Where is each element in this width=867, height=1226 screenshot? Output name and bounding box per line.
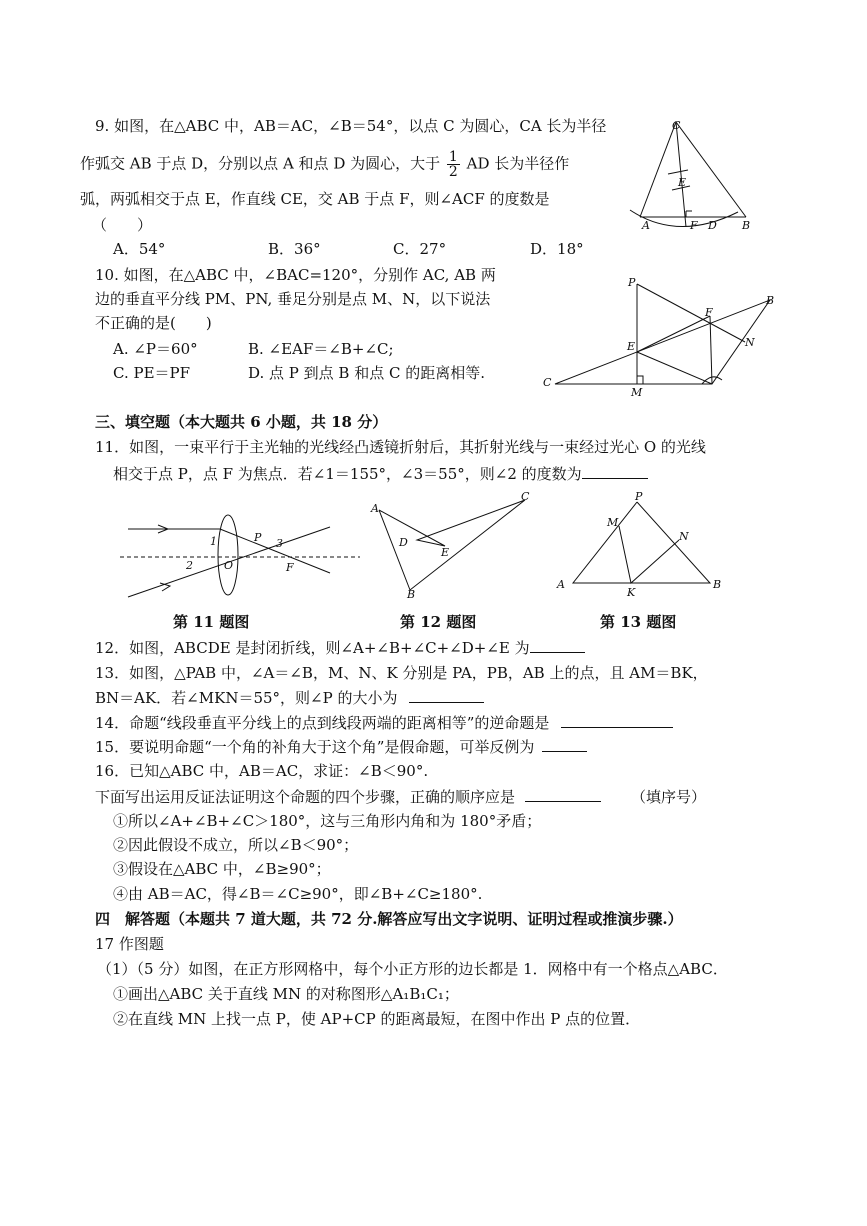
q10-option-c: C. PE＝PF [113,364,191,382]
q13-line1: 13．如图，△PAB 中，∠A＝∠B，M、N、K 分别是 PA，PB，AB 上的点，且 AM＝BK， [95,664,708,682]
q13-label-a: A [557,578,565,591]
q13-label-n: N [679,530,689,543]
q10-line2: 边的垂直平分线 PM、PN, 垂足分别是点 M、N，以下说法 [95,290,491,308]
q14-line [95,711,673,734]
q11-label-angle2: 2 [186,559,193,572]
q9-label-e: E [678,176,687,189]
q9-fraction-den: 2 [448,164,458,180]
q10-label-m: M [631,386,643,399]
caption-q12: 第 12 题图 [400,613,477,631]
q9-label-c: C [672,119,681,132]
q13-label-b: B [713,578,722,591]
q11-line2-text: 相交于点 P，点 F 为焦点．若∠1＝155°，∠3＝55°，则∠2 的度数为 [113,465,582,483]
q9-label-d: D [708,219,717,232]
q10-label-f: F [705,306,713,319]
q12-answer-blank [530,636,585,653]
q9-option-d: D．18° [530,240,584,258]
q13-label-k: K [627,586,636,599]
q16-step-1: ①所以∠A+∠B+∠C＞180°，这与三角形内角和为 180°矛盾； [113,812,542,830]
q16-line2-suffix: （填序号） [631,788,707,806]
q17-title: 17 作图题 [95,935,164,953]
q10-label-b: B [766,294,775,307]
q9-label-a: A [642,219,650,232]
q10-label-p: P [628,276,636,289]
section3-heading: 三、填空题（本大题共 6 小题，共 18 分） [95,413,388,431]
q16-step-2: ②因此假设不成立，所以∠B＜90°； [113,836,359,854]
q13-figure [555,488,730,600]
q11-label-o: O [224,559,234,572]
q16-line1: 16．已知△ABC 中，AB＝AC，求证：∠B＜90°. [95,762,429,780]
q10-line3: 不正确的是( ) [95,314,212,332]
q11-label-angle3: 3 [276,537,283,550]
q15-line [95,735,587,758]
q9-figure [628,112,758,240]
q11-label-p: P [254,531,262,544]
q9-line2-start: 作弧交 AB 于点 D，分别以点 A 和点 D 为圆心，大于 [80,154,441,173]
q11-answer-blank [582,462,648,479]
q9-line3: 弧，两弧相交于点 E，作直线 CE，交 AB 于点 F，则∠ACF 的度数是 [80,190,550,208]
q15-text: 15．要说明命题“一个角的补角大于这个角”是假命题，可举反例为 [95,738,535,756]
q11-line2 [113,462,648,485]
q9-label-f: F [690,219,698,232]
q12-label-d: D [399,536,408,549]
q13-line2 [95,686,484,709]
q9-line1: 9. 如图，在△ABC 中，AB＝AC，∠B＝54°，以点 C 为圆心，CA 长为半径 [95,117,607,135]
q10-label-e: E [627,340,636,353]
q12-label-c: C [521,490,530,503]
q9-option-a: A．54° [113,240,166,258]
q17-step-1: ①画出△ABC 关于直线 MN 的对称图形△A₁B₁C₁； [113,985,459,1003]
caption-q11: 第 11 题图 [173,613,250,631]
q9-option-b: B．36° [268,240,321,258]
q12-label-b: B [407,588,416,600]
q13-label-m: M [607,516,619,529]
q10-label-c: C [543,376,552,389]
q11-label-angle1: 1 [210,535,217,548]
q10-label-n: N [745,336,755,349]
q12-figure [365,488,535,600]
q9-line2 [80,150,569,179]
q12-text: 12．如图，ABCDE 是封闭折线，则∠A+∠B+∠C+∠D+∠E 为 [95,639,530,657]
q13-line2-text: BN＝AK．若∠MKN＝55°，则∠P 的大小为 [95,689,398,707]
q9-option-c: C．27° [393,240,447,258]
q9-label-b: B [742,219,751,232]
q16-answer-blank [525,785,601,802]
q16-step-3: ③假设在△ABC 中，∠B≥90°； [113,860,331,878]
section4-heading: 四 解答题（本题共 7 道大题，共 72 分.解答应写出文字说明、证明过程或推演步骤.） [95,910,683,928]
q9-answer-bracket: （ ） [92,216,153,234]
q11-label-f: F [286,561,294,574]
q9-fraction-num: 1 [448,149,458,165]
q13-label-p: P [635,490,643,503]
q14-text: 14．命题“线段垂直平分线上的点到线段两端的距离相等”的逆命题是 [95,714,550,732]
q16-step-4: ④由 AB＝AC，得∠B＝∠C≥90°，即∠B+∠C≥180°. [113,885,483,903]
q17-step-2: ②在直线 MN 上找一点 P，使 AP+CP 的距离最短，在图中作出 P 点的位置． [113,1010,641,1028]
q14-answer-blank [561,711,673,728]
q11-line1: 11．如图，一束平行于主光轴的光线经凸透镜折射后，其折射光线与一束经过光心 O 的光线 [95,438,706,456]
q10-line1: 10. 如图，在△ABC 中，∠BAC=120°，分别作 AC, AB 两 [95,266,496,284]
q10-figure [540,272,785,402]
q12-label-e: E [441,546,450,559]
q12-line [95,636,585,659]
q10-option-d: D. 点 P 到点 B 和点 C 的距离相等. [248,364,485,382]
q15-answer-blank [542,735,587,752]
q10-option-b: B. ∠EAF＝∠B+∠C; [248,340,394,358]
q9-line2-end: AD 长为半径作 [466,154,570,173]
q10-option-a: A. ∠P＝60° [113,340,198,358]
q16-line2-text: 下面写出运用反证法证明这个命题的四个步骤，正确的顺序应是 [95,788,516,806]
q17-part1: （1）（5 分）如图，在正方形网格中，每个小正方形的边长都是 1．网格中有一个格点△ABC． [97,960,728,978]
q11-figure [120,505,360,605]
q16-line2 [95,785,706,808]
q13-answer-blank [409,686,484,703]
q9-fraction [447,150,460,179]
caption-q13: 第 13 题图 [600,613,677,631]
q12-label-a: A [371,502,379,515]
